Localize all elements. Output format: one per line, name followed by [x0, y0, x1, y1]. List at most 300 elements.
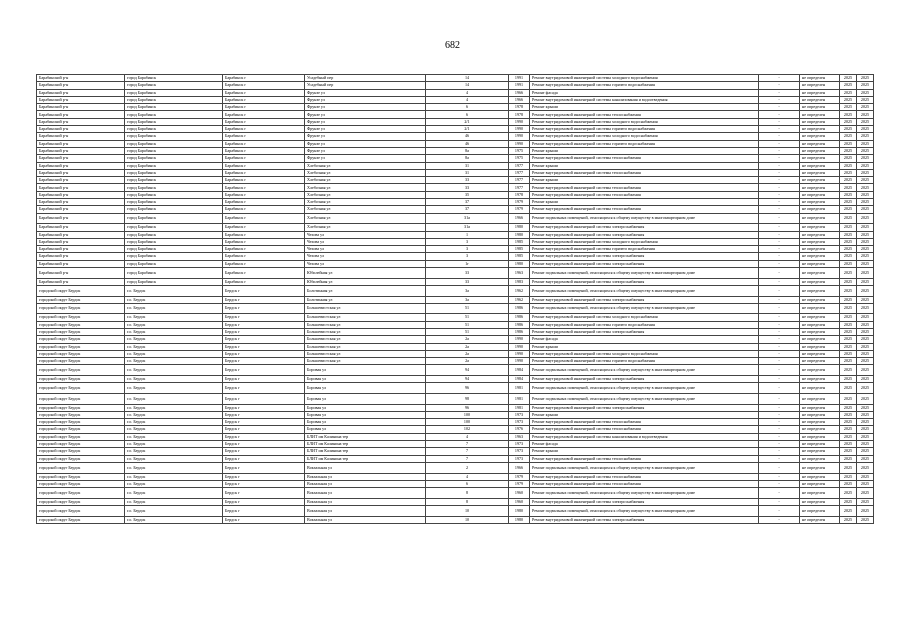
plan-year-end-cell: 2025 [857, 358, 874, 365]
table-row [37, 441, 874, 448]
municipality-cell: Барабинский р-н [37, 206, 125, 213]
build-year-cell: 1991 [509, 75, 530, 82]
plan-year-end-cell: 2025 [857, 260, 874, 267]
dash-cell: - [759, 296, 800, 303]
dash-cell: - [759, 253, 800, 260]
municipality-cell: Барабинский р-н [37, 118, 125, 125]
street-cell: БЛИТ им Калинина тер [305, 433, 426, 440]
house-number-cell: 1 [426, 231, 509, 238]
build-year-cell: 1990 [509, 350, 530, 357]
plan-year-end-cell: 2025 [857, 498, 874, 505]
house-number-cell: 6 [426, 111, 509, 118]
settlement-cell: г.о. Бердск [125, 285, 223, 296]
settlement-cell: г.о. Бердск [125, 498, 223, 505]
house-number-cell: 35 [426, 191, 509, 198]
work-type-cell: Ремонт внутридомовой инженерной системы теплоснабжения [530, 206, 759, 213]
work-type-cell: Ремонт внутридомовой инженерной системы холодного водоснабжения [530, 133, 759, 140]
build-year-cell: 1990 [509, 133, 530, 140]
house-number-cell: 1г [426, 260, 509, 267]
work-type-cell: Ремонт подвальных помещений, относящихся к общему имуществу в многоквартирном доме [530, 268, 759, 279]
build-year-cell: 1978 [509, 111, 530, 118]
status-cell: не определен [800, 238, 840, 245]
table-row [37, 268, 874, 279]
settlement-cell: город Барабинск [125, 278, 223, 285]
work-type-cell: Ремонт крыши [530, 104, 759, 111]
municipality-cell: Барабинский р-н [37, 96, 125, 103]
build-year-cell: 1990 [509, 140, 530, 147]
plan-year-end-cell: 2025 [857, 365, 874, 376]
build-year-cell: 1966 [509, 213, 530, 224]
settlement-cell: г.о. Бердск [125, 404, 223, 411]
plan-year-start-cell: 2025 [840, 506, 857, 517]
settlement-cell: г.о. Бердск [125, 426, 223, 433]
locality-cell: Бердск г [223, 473, 305, 480]
street-cell: Вокзальная ул [305, 506, 426, 517]
dash-cell: - [759, 82, 800, 89]
locality-cell: Барабинск г [223, 238, 305, 245]
table-row [37, 285, 874, 296]
house-number-cell: 100 [426, 419, 509, 426]
street-cell: Фрунзе ул [305, 96, 426, 103]
locality-cell: Бердск г [223, 285, 305, 296]
locality-cell: Барабинск г [223, 246, 305, 253]
plan-year-start-cell: 2025 [840, 278, 857, 285]
table-row [37, 118, 874, 125]
dash-cell: - [759, 89, 800, 96]
build-year-cell: 1979 [509, 473, 530, 480]
locality-cell: Бердск г [223, 365, 305, 376]
status-cell: не определен [800, 177, 840, 184]
dash-cell: - [759, 133, 800, 140]
settlement-cell: город Барабинск [125, 246, 223, 253]
status-cell: не определен [800, 498, 840, 505]
street-cell: Фрунзе ул [305, 104, 426, 111]
build-year-cell: 1973 [509, 411, 530, 418]
work-type-cell: Ремонт подвальных помещений, относящихся к общему имуществу в многоквартирном доме [530, 383, 759, 394]
settlement-cell: город Барабинск [125, 89, 223, 96]
street-cell: Боровая ул [305, 419, 426, 426]
settlement-cell: г.о. Бердск [125, 480, 223, 487]
plan-year-start-cell: 2025 [840, 498, 857, 505]
capital-repair-register-table [36, 74, 874, 524]
plan-year-start-cell: 2025 [840, 516, 857, 523]
settlement-cell: г.о. Бердск [125, 462, 223, 473]
municipality-cell: городской округ Бердск [37, 358, 125, 365]
municipality-cell: Барабинский р-н [37, 260, 125, 267]
locality-cell: Барабинск г [223, 224, 305, 231]
plan-year-start-cell: 2025 [840, 89, 857, 96]
locality-cell: Бердск г [223, 448, 305, 455]
municipality-cell: городской округ Бердск [37, 411, 125, 418]
house-number-cell: 4 [426, 473, 509, 480]
municipality-cell: Барабинский р-н [37, 199, 125, 206]
work-type-cell: Ремонт внутридомовой инженерной системы горячего водоснабжения [530, 246, 759, 253]
settlement-cell: город Барабинск [125, 253, 223, 260]
status-cell: не определен [800, 448, 840, 455]
settlement-cell: город Барабинск [125, 126, 223, 133]
plan-year-start-cell: 2025 [840, 126, 857, 133]
street-cell: Большевистская ул [305, 314, 426, 321]
municipality-cell: Барабинский р-н [37, 75, 125, 82]
plan-year-end-cell: 2025 [857, 111, 874, 118]
work-type-cell: Ремонт крыши [530, 411, 759, 418]
build-year-cell: 1979 [509, 206, 530, 213]
plan-year-start-cell: 2025 [840, 199, 857, 206]
settlement-cell: г.о. Бердск [125, 473, 223, 480]
dash-cell: - [759, 206, 800, 213]
build-year-cell: 1960 [509, 498, 530, 505]
table-row [37, 365, 874, 376]
plan-year-start-cell: 2025 [840, 246, 857, 253]
dash-cell: - [759, 96, 800, 103]
build-year-cell: 1984 [509, 376, 530, 383]
build-year-cell: 1980 [509, 224, 530, 231]
plan-year-end-cell: 2025 [857, 448, 874, 455]
municipality-cell: Барабинский р-н [37, 89, 125, 96]
municipality-cell: Барабинский р-н [37, 278, 125, 285]
locality-cell: Барабинск г [223, 231, 305, 238]
plan-year-start-cell: 2025 [840, 441, 857, 448]
build-year-cell: 1985 [509, 238, 530, 245]
street-cell: Большевистская ул [305, 336, 426, 343]
work-type-cell: Ремонт внутридомовой инженерной системы электроснабжения [530, 328, 759, 335]
status-cell: не определен [800, 206, 840, 213]
table-row [37, 133, 874, 140]
table-row [37, 199, 874, 206]
settlement-cell: город Барабинск [125, 177, 223, 184]
build-year-cell: 1979 [509, 480, 530, 487]
table-row [37, 296, 874, 303]
work-type-cell: Ремонт крыши [530, 147, 759, 154]
work-type-cell: Ремонт фасада [530, 336, 759, 343]
locality-cell: Барабинск г [223, 278, 305, 285]
table-row [37, 448, 874, 455]
settlement-cell: г.о. Бердск [125, 350, 223, 357]
status-cell: не определен [800, 147, 840, 154]
settlement-cell: г.о. Бердск [125, 336, 223, 343]
plan-year-end-cell: 2025 [857, 343, 874, 350]
table-row [37, 488, 874, 499]
work-type-cell: Ремонт внутридомовой инженерной системы теплоснабжения [530, 455, 759, 462]
house-number-cell: 46 [426, 133, 509, 140]
work-type-cell: Ремонт подвальных помещений, относящихся к общему имуществу в многоквартирном доме [530, 506, 759, 517]
settlement-cell: город Барабинск [125, 133, 223, 140]
work-type-cell: Ремонт фасада [530, 441, 759, 448]
dash-cell: - [759, 441, 800, 448]
work-type-cell: Ремонт внутридомовой инженерной системы горячего водоснабжения [530, 321, 759, 328]
locality-cell: Барабинск г [223, 104, 305, 111]
locality-cell: Бердск г [223, 426, 305, 433]
build-year-cell: 1966 [509, 462, 530, 473]
dash-cell: - [759, 314, 800, 321]
settlement-cell: г.о. Бердск [125, 393, 223, 404]
house-number-cell: 8а [426, 147, 509, 154]
municipality-cell: городской округ Бердск [37, 498, 125, 505]
plan-year-start-cell: 2025 [840, 82, 857, 89]
dash-cell: - [759, 376, 800, 383]
table-row [37, 350, 874, 357]
settlement-cell: г.о. Бердск [125, 419, 223, 426]
street-cell: Хлебозная ул [305, 213, 426, 224]
plan-year-start-cell: 2025 [840, 328, 857, 335]
locality-cell: Бердск г [223, 480, 305, 487]
work-type-cell: Ремонт крыши [530, 162, 759, 169]
locality-cell: Барабинск г [223, 213, 305, 224]
settlement-cell: г.о. Бердск [125, 506, 223, 517]
locality-cell: Бердск г [223, 383, 305, 394]
work-type-cell: Ремонт внутридомовой инженерной системы электроснабжения [530, 224, 759, 231]
build-year-cell: 1977 [509, 177, 530, 184]
house-number-cell: 33 [426, 177, 509, 184]
plan-year-end-cell: 2025 [857, 118, 874, 125]
status-cell: не определен [800, 224, 840, 231]
work-type-cell: Ремонт внутридомовой инженерной системы теплоснабжения [530, 480, 759, 487]
locality-cell: Бердск г [223, 419, 305, 426]
build-year-cell: 1986 [509, 303, 530, 314]
plan-year-end-cell: 2025 [857, 336, 874, 343]
locality-cell: Бердск г [223, 343, 305, 350]
locality-cell: Барабинск г [223, 133, 305, 140]
plan-year-end-cell: 2025 [857, 314, 874, 321]
house-number-cell: 6 [426, 480, 509, 487]
table-row [37, 184, 874, 191]
plan-year-start-cell: 2025 [840, 231, 857, 238]
street-cell: Фрунзе ул [305, 147, 426, 154]
locality-cell: Барабинск г [223, 89, 305, 96]
locality-cell: Барабинск г [223, 206, 305, 213]
table-row [37, 82, 874, 89]
street-cell: Боровая ул [305, 383, 426, 394]
municipality-cell: Барабинский р-н [37, 162, 125, 169]
build-year-cell: 1979 [509, 199, 530, 206]
work-type-cell: Ремонт подвальных помещений, относящихся к общему имуществу в многоквартирном доме [530, 213, 759, 224]
status-cell: не определен [800, 383, 840, 394]
street-cell: Болотинная ул [305, 296, 426, 303]
plan-year-end-cell: 2025 [857, 169, 874, 176]
dash-cell: - [759, 498, 800, 505]
plan-year-start-cell: 2025 [840, 314, 857, 321]
plan-year-start-cell: 2025 [840, 96, 857, 103]
street-cell: Большевистская ул [305, 350, 426, 357]
dash-cell: - [759, 506, 800, 517]
street-cell: Боровая ул [305, 404, 426, 411]
work-type-cell: Ремонт крыши [530, 177, 759, 184]
status-cell: не определен [800, 199, 840, 206]
build-year-cell: 1975 [509, 155, 530, 162]
municipality-cell: Барабинский р-н [37, 82, 125, 89]
municipality-cell: Барабинский р-н [37, 268, 125, 279]
build-year-cell: 1960 [509, 488, 530, 499]
street-cell: Хлебозная ул [305, 224, 426, 231]
build-year-cell: 1966 [509, 96, 530, 103]
status-cell: не определен [800, 260, 840, 267]
plan-year-start-cell: 2025 [840, 321, 857, 328]
municipality-cell: Барабинский р-н [37, 224, 125, 231]
work-type-cell: Ремонт внутридомовой инженерной системы горячего водоснабжения [530, 358, 759, 365]
settlement-cell: город Барабинск [125, 155, 223, 162]
plan-year-start-cell: 2025 [840, 358, 857, 365]
work-type-cell: Ремонт подвальных помещений, относящихся к общему имуществу в многоквартирном доме [530, 462, 759, 473]
house-number-cell: 31 [426, 162, 509, 169]
table-row [37, 155, 874, 162]
build-year-cell: 1977 [509, 184, 530, 191]
street-cell: Фрунзе ул [305, 155, 426, 162]
status-cell: не определен [800, 278, 840, 285]
dash-cell: - [759, 488, 800, 499]
settlement-cell: город Барабинск [125, 147, 223, 154]
municipality-cell: городской округ Бердск [37, 365, 125, 376]
street-cell: Чехова ул [305, 231, 426, 238]
dash-cell: - [759, 480, 800, 487]
plan-year-start-cell: 2025 [840, 488, 857, 499]
plan-year-start-cell: 2025 [840, 191, 857, 198]
house-number-cell: 3 [426, 253, 509, 260]
plan-year-start-cell: 2025 [840, 393, 857, 404]
table-row [37, 278, 874, 285]
status-cell: не определен [800, 411, 840, 418]
house-number-cell: 51 [426, 303, 509, 314]
street-cell: Вокзальная ул [305, 473, 426, 480]
status-cell: не определен [800, 126, 840, 133]
work-type-cell: Ремонт внутридомовой инженерной системы канализования и водоотведения [530, 96, 759, 103]
locality-cell: Барабинск г [223, 155, 305, 162]
plan-year-start-cell: 2025 [840, 303, 857, 314]
house-number-cell: 4 [426, 89, 509, 96]
house-number-cell: 7 [426, 455, 509, 462]
build-year-cell: 1986 [509, 328, 530, 335]
dash-cell: - [759, 365, 800, 376]
municipality-cell: Барабинский р-н [37, 191, 125, 198]
dash-cell: - [759, 140, 800, 147]
table-row [37, 89, 874, 96]
plan-year-end-cell: 2025 [857, 278, 874, 285]
status-cell: не определен [800, 480, 840, 487]
locality-cell: Бердск г [223, 303, 305, 314]
plan-year-start-cell: 2025 [840, 411, 857, 418]
status-cell: не определен [800, 296, 840, 303]
municipality-cell: городской округ Бердск [37, 343, 125, 350]
status-cell: не определен [800, 111, 840, 118]
plan-year-end-cell: 2025 [857, 147, 874, 154]
plan-year-end-cell: 2025 [857, 303, 874, 314]
plan-year-start-cell: 2025 [840, 473, 857, 480]
table-row [37, 480, 874, 487]
build-year-cell: 1985 [509, 253, 530, 260]
municipality-cell: Барабинский р-н [37, 231, 125, 238]
table-row [37, 96, 874, 103]
settlement-cell: город Барабинск [125, 199, 223, 206]
status-cell: не определен [800, 268, 840, 279]
dash-cell: - [759, 303, 800, 314]
dash-cell: - [759, 126, 800, 133]
status-cell: не определен [800, 213, 840, 224]
table-row [37, 328, 874, 335]
settlement-cell: город Барабинск [125, 140, 223, 147]
dash-cell: - [759, 224, 800, 231]
table-row [37, 426, 874, 433]
table-row [37, 111, 874, 118]
table-row [37, 169, 874, 176]
street-cell: Большевистская ул [305, 343, 426, 350]
work-type-cell: Ремонт внутридомовой инженерной системы электроснабжения [530, 516, 759, 523]
plan-year-end-cell: 2025 [857, 184, 874, 191]
locality-cell: Бердск г [223, 433, 305, 440]
build-year-cell: 1973 [509, 455, 530, 462]
status-cell: не определен [800, 89, 840, 96]
plan-year-end-cell: 2025 [857, 350, 874, 357]
plan-year-start-cell: 2025 [840, 184, 857, 191]
dash-cell: - [759, 350, 800, 357]
house-number-cell: 2 [426, 462, 509, 473]
status-cell: не определен [800, 314, 840, 321]
work-type-cell: Ремонт внутридомовой инженерной системы электроснабжения [530, 253, 759, 260]
house-number-cell: 31 [426, 169, 509, 176]
status-cell: не определен [800, 488, 840, 499]
house-number-cell: 3 [426, 238, 509, 245]
plan-year-start-cell: 2025 [840, 343, 857, 350]
plan-year-start-cell: 2025 [840, 480, 857, 487]
municipality-cell: Барабинский р-н [37, 246, 125, 253]
dash-cell: - [759, 177, 800, 184]
house-number-cell: 94 [426, 365, 509, 376]
locality-cell: Бердск г [223, 498, 305, 505]
dash-cell: - [759, 169, 800, 176]
locality-cell: Барабинск г [223, 75, 305, 82]
plan-year-start-cell: 2025 [840, 336, 857, 343]
table-row [37, 75, 874, 82]
municipality-cell: городской округ Бердск [37, 404, 125, 411]
street-cell: Чехова ул [305, 260, 426, 267]
street-cell: Фрунзе ул [305, 133, 426, 140]
dash-cell: - [759, 433, 800, 440]
dash-cell: - [759, 448, 800, 455]
dash-cell: - [759, 328, 800, 335]
locality-cell: Барабинск г [223, 199, 305, 206]
municipality-cell: городской округ Бердск [37, 433, 125, 440]
plan-year-start-cell: 2025 [840, 224, 857, 231]
plan-year-start-cell: 2025 [840, 213, 857, 224]
street-cell: Фрунзе ул [305, 140, 426, 147]
status-cell: не определен [800, 104, 840, 111]
dash-cell: - [759, 404, 800, 411]
table-row [37, 104, 874, 111]
street-cell: Боровая ул [305, 376, 426, 383]
dash-cell: - [759, 238, 800, 245]
plan-year-start-cell: 2025 [840, 376, 857, 383]
dash-cell: - [759, 455, 800, 462]
plan-year-end-cell: 2025 [857, 162, 874, 169]
dash-cell: - [759, 426, 800, 433]
house-number-cell: 8 [426, 498, 509, 505]
table-row [37, 498, 874, 505]
street-cell: Хлебозная ул [305, 199, 426, 206]
house-number-cell: 14 [426, 82, 509, 89]
dash-cell: - [759, 336, 800, 343]
plan-year-start-cell: 2025 [840, 433, 857, 440]
build-year-cell: 1978 [509, 191, 530, 198]
street-cell: Вокзальная ул [305, 498, 426, 505]
status-cell: не определен [800, 253, 840, 260]
build-year-cell: 1983 [509, 278, 530, 285]
build-year-cell: 1990 [509, 336, 530, 343]
plan-year-start-cell: 2025 [840, 162, 857, 169]
street-cell: Вокзальная ул [305, 480, 426, 487]
municipality-cell: городской округ Бердск [37, 506, 125, 517]
work-type-cell: Ремонт внутридомовой инженерной системы холодного водоснабжения [530, 75, 759, 82]
work-type-cell: Ремонт крыши [530, 448, 759, 455]
plan-year-end-cell: 2025 [857, 199, 874, 206]
status-cell: не определен [800, 365, 840, 376]
